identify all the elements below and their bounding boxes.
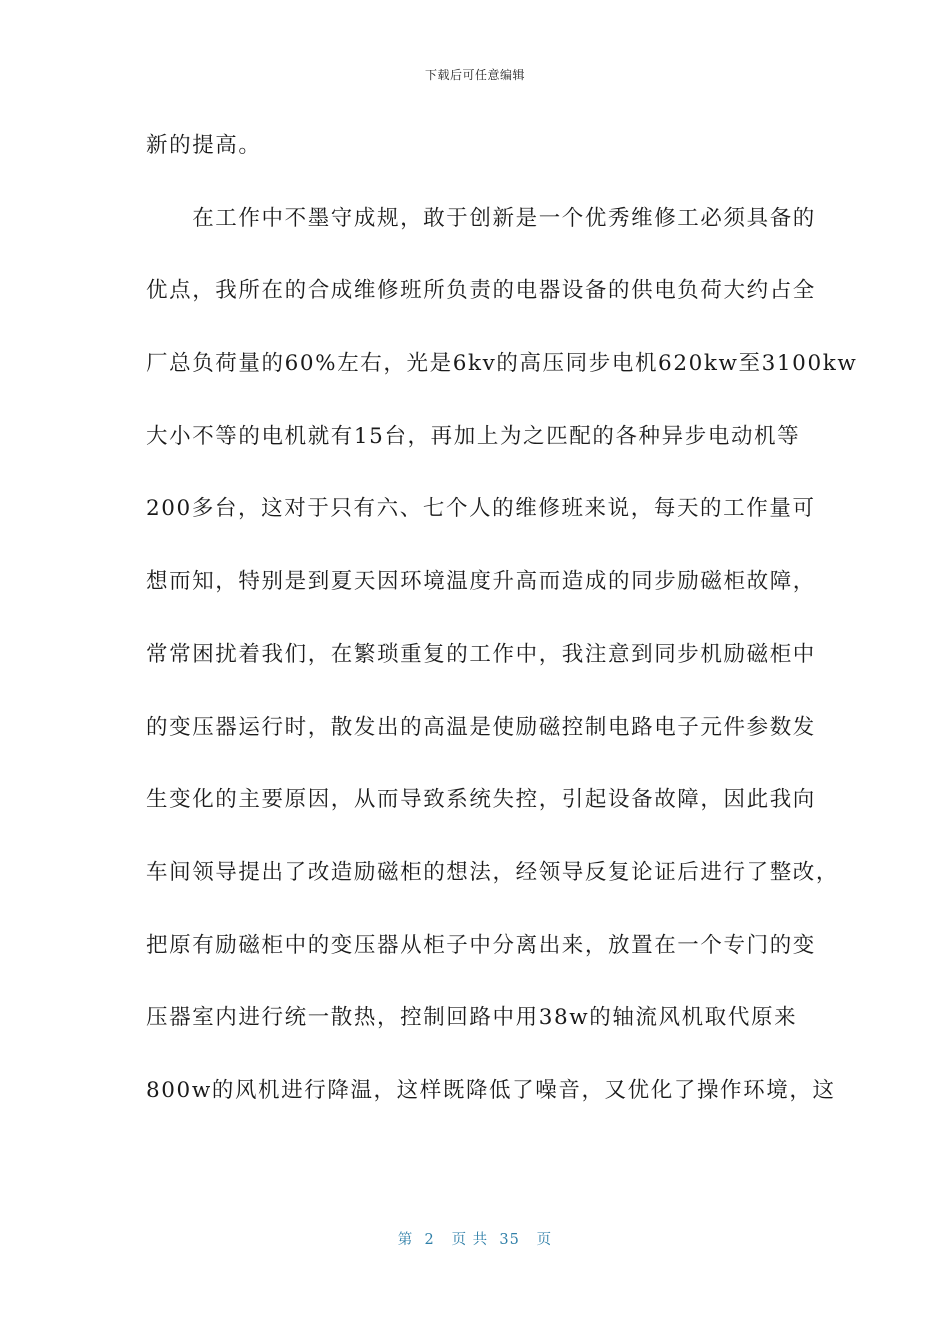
body-text: [146, 128, 858, 1146]
text-line: 常常困扰着我们，在繁琐重复的工作中，我注意到同步机励磁柜中: [146, 641, 816, 667]
text-line: 压器室内进行统一散热，控制回路中用38w的轴流风机取代原来: [146, 1005, 798, 1031]
page-footer: 第 2 页 共 35 页: [397, 1232, 553, 1248]
text-line: 把原有励磁柜中的变压器从柜子中分离出来，放置在一个专门的变: [146, 932, 816, 958]
text-line: 大小不等的电机就有15台，再加上为之匹配的各种异步电动机等: [146, 423, 801, 449]
page-header-note: 下载后可任意编辑: [424, 68, 525, 82]
text-line: 厂总负荷量的60%左右，光是6kv的高压同步电机620kw至3100kw: [146, 351, 858, 377]
text-line: 800w的风机进行降温，这样既降低了噪音，又优化了操作环境，这: [146, 1077, 836, 1103]
text-line: 想而知，特别是到夏天因环境温度升高而造成的同步励磁柜故障，: [146, 569, 816, 595]
text-line: 车间领导提出了改造励磁柜的想法，经领导反复论证后进行了整改，: [146, 859, 840, 885]
text-line: 200多台，这对于只有六、七个人的维修班来说，每天的工作量可: [146, 496, 816, 522]
text-line: 新的提高。: [146, 133, 262, 158]
text-line: 生变化的主要原因，从而导致系统失控，引起设备故障，因此我向: [146, 787, 816, 813]
text-line: 的变压器运行时，散发出的高温是使励磁控制电路电子元件参数发: [146, 714, 816, 740]
text-line: 优点，我所在的合成维修班所负责的电器设备的供电负荷大约占全: [146, 278, 816, 304]
text-line: 在工作中不墨守成规，敢于创新是一个优秀维修工必须具备的: [146, 205, 816, 231]
